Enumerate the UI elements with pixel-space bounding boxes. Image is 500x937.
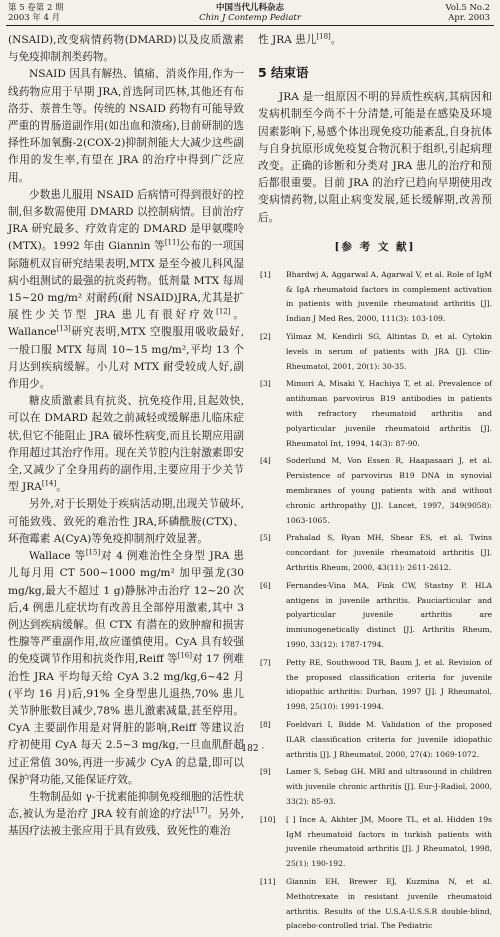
reference-item <box>258 531 492 575</box>
references-heading: [参 考 文 献] <box>334 240 416 253</box>
issue-info: 第 5 卷第 2 期 2003 年 4 月 <box>8 3 64 23</box>
paragraph: (NSAID),改变病情药物(DMARD)以及皮质激素与免疫抑制剂类药物。 <box>8 34 244 64</box>
paragraph: NSAID 因具有解热、镇痛、消炎作用,作为一线药物应用于早期 JRA,首选阿司匹林,其他还有布洛芬、萘普生等。传统的 NSAID 药物有可能导致严重的胃肠道副作用(如出血和溃疡),目前研制的选择性环加氧酶-2(COX-2)抑制剂能大大减少这些副作用的发生率,有望在 JRA 的治疗中得到广泛应用。 <box>8 68 244 184</box>
citation: [16] <box>177 651 192 660</box>
reference-item <box>258 875 492 934</box>
reference-number: [9] <box>260 767 271 777</box>
right-column <box>258 32 492 937</box>
reference-text: Giannin EH, Brewer EJ, Kuzmina N, et al. Methotrexate in resistant juvenile rheumatoid arthritis. Results of the U.S.A-U.S.S.R double-blind, placebo-controlled trial. The Pediatric <box>286 876 492 931</box>
reference-item <box>258 813 492 872</box>
reference-number: [7] <box>260 657 271 667</box>
reference-number: [3] <box>260 379 271 389</box>
reference-item <box>258 268 492 327</box>
reference-item <box>258 656 492 715</box>
reference-number: [10] <box>260 814 276 824</box>
reference-text: Foeldvari I, Bidde M. Validation of the proposed ILAR classification criteria for juvenile idiopathic arthritis [J]. J Rheumatol, 2000, 27(4): 1069-1072. <box>286 719 492 759</box>
reference-number: [5] <box>260 533 271 543</box>
reference-list <box>258 268 492 934</box>
reference-number: [4] <box>260 456 271 466</box>
paragraph: 少数患儿服用 NSAID 后病情可得到很好的控制,但多数需使用 DMARD 以控制病情。目前治疗 JRA 研究最多、疗效肯定的 DMARD 是甲氨喋呤(MTX)。1992 年由 Giannin 等[11]公布的一项国际随机双盲研究结果表明,MTX 是至今被儿科风湿病小组测试的最强的抗炎药物。低剂量 MTX 每周 15~20 mg/m² 对耐药(耐 NSAID)JRA,尤其是扩展性少关节型 JRA 患儿有很好疗效[12]。Wallance[13]研究表明,MTX 空腹服用吸收最好,一般口服 MTX 每周 10~15 mg/m²,平均 13 个月达到疾病缓解。小儿对 MTX 耐受较成人好,副作用少。 <box>8 188 245 391</box>
citation: [17] <box>192 806 208 815</box>
left-column <box>8 32 244 841</box>
reference-text: Prahalad S, Ryan MH, Shear ES, et al. Twins concordant for juvenile rheumatoid arthritis [J]. Arthritis Rheum, 2000, 43(11): 2611-2612. <box>286 533 492 572</box>
reference-number: [2] <box>260 332 271 342</box>
reference-number: [11] <box>260 876 276 886</box>
reference-text: Mimori A, Misaki Y, Hachiya T, et al. Prevalence of antihuman parvovirus B19 antibodies in patients with refractory rheumatoid arthritis and polyarticular juvenile rheumatoid arthritis [J]. Rheumatol Int, 1994, 14(3): 87-90. <box>286 379 492 448</box>
section-heading: 5 结束语 <box>258 65 309 81</box>
citation: [11] <box>164 238 180 247</box>
reference-number: [6] <box>260 580 271 590</box>
reference-item <box>258 579 492 653</box>
paragraph: Wallace 等[15]对 4 例难治性全身型 JRA 患儿每月用 CT 500~1000 mg/m² 加甲强龙(30 mg/kg,最大不超过 1 g)静脉冲击治疗 12~20 次后,4 例患儿症状均有改善且全部停用激素,其中 3 例达到疾病缓解。但 CTX 有潜在的致肿瘤和损害性腺等严重副作用,故应谨慎使用。CyA 具有较强的免疫调节作用和抗炎作用,Reiff 等[16]对 17 例难治性 JRA 平均每天给 CyA 3.2 mg/kg,6~42 月(平均 16 月)后,91% 全身型患儿退热,70% 患儿关节肿胀数目减少,78% 患儿激素减量,甚至停用。CyA 主要副作用是对肾脏的影响,Reiff 等建议治疗初使用 CyA 每天 2.5~3 mg/kg,一旦血肌酐超过正常值 30%,再进一步减少 CyA 的总量,即可以保护肾功能,又能保证疗效。 <box>8 548 244 786</box>
reference-number: [8] <box>260 719 271 729</box>
citation: [18] <box>316 32 331 41</box>
reference-text: Petty RE, Southwood TR, Baum J, et al. Revision of the proposed classification criteria for juvenile idiopathic arthritis: Durban, 1997 [J]. J Rheumatol, 1998, 25(10): 1991-1994. <box>286 657 492 712</box>
paragraph: 另外,对于长期处于疾病活动期,出现关节破坏,可能致残、致死的难治性 JRA,环磷酰胺(CTX)、环孢霉素 A(CyA)等免疫抑制剂疗效显著。 <box>8 498 244 545</box>
reference-item <box>258 765 492 809</box>
paragraph: 糖皮质激素具有抗炎、抗免疫作用,且起效快,可以在 DMARD 起效之前减轻或缓解患儿临床症状,但它不能阻止 JRA 破坏性病变,而且长期应用副作用超过其治疗作用。现在关节腔内注射激素即安全,又减少了全身用药的副作用,主要应用于少关节型 JRA[14]。 <box>8 395 244 494</box>
reference-item <box>258 330 492 374</box>
header-rule <box>6 25 494 26</box>
page-number: · 182 · <box>235 744 265 754</box>
reference-text: Yilmaz M, Kendirli SG, Altintas D, et al. Cytokin levels in serum of patients with JRA [J]. Clin-Rheumatol, 2001, 20(1): 30-35. <box>286 332 492 371</box>
reference-text: Lamer S, Sebag GH. MRI and ultrasound in children with juvenile chronic arthritis [J]. Eur-J-Radiol, 2000, 33(2): 85-93. <box>286 767 492 806</box>
paragraph: 生物制品如 γ-干扰素能抑制免疫细胞的活性状态,被认为是治疗 JRA 较有前途的疗法[17]。另外,基因疗法被主张应用于具有致残、致死性的难治 <box>8 790 244 838</box>
reference-number: [1] <box>260 269 271 279</box>
reference-text: [ ] Ince A, Akhter JM, Moore TL, et al. Hidden 19s IgM rheumatoid factors in turkish patients with juvenile rheumatoid arthritis [J]. J Rheumatol, 1998, 25(1): 190-192. <box>286 814 492 869</box>
reference-text: Fernandes-Vina MA, Fink CW, Stastny P. HLA antigens in juvenile arthritis. Pauciarticular and polyarticular juvenile arthritis are immunogenetically distinct [J]. Arthritis Rheum, 1990, 33(12): 1787-1794. <box>286 580 492 649</box>
reference-text: Bhardwj A, Aggarwal A, Agarwal V, et al. Role of IgM & IgA rheumatoid factors in complement activation in patients with juvenile rheumatoid arthritis [J]. Indian J Med Res, 2000, 111(3): 103-109. <box>286 269 492 324</box>
conclusion-paragraph: JRA 是一组原因不明的异质性疾病,其病因和发病机制至今尚不十分清楚,可能是在感染及环境因素影响下,易感个体出现免疫功能紊乱,自身抗体与自身抗原形成免疫复合物沉积于组织,引起病理改变。正确的诊断和分类对 JRA 患儿的治疗和预后都很重要。目前 JRA 的治疗已趋向早期使用改变病情药物,以阻止病变发展,延长缓解期,改善预后。 <box>258 91 492 224</box>
reference-item <box>258 454 492 528</box>
citation: [14] <box>41 479 57 488</box>
reference-item <box>258 377 492 451</box>
journal-title: 中国当代儿科杂志 Chin J Contemp Pediatr <box>199 3 301 23</box>
citation: [12] <box>216 307 231 316</box>
reference-text: Soderlund M, Von Essen R, Haapasaari J, et al. Persistence of parvovirus B19 DNA in synovial membranes of young patients with and without chronic arthropathy [J]. Lancet, 1997, 349(9058): 1063-1065. <box>286 456 492 525</box>
paragraph: 性 JRA 患儿[18]。 <box>258 32 342 46</box>
citation: [15] <box>85 548 101 557</box>
volume-info: Vol.5 No.2 Apr. 2003 <box>445 3 490 23</box>
citation: [13] <box>56 324 71 333</box>
